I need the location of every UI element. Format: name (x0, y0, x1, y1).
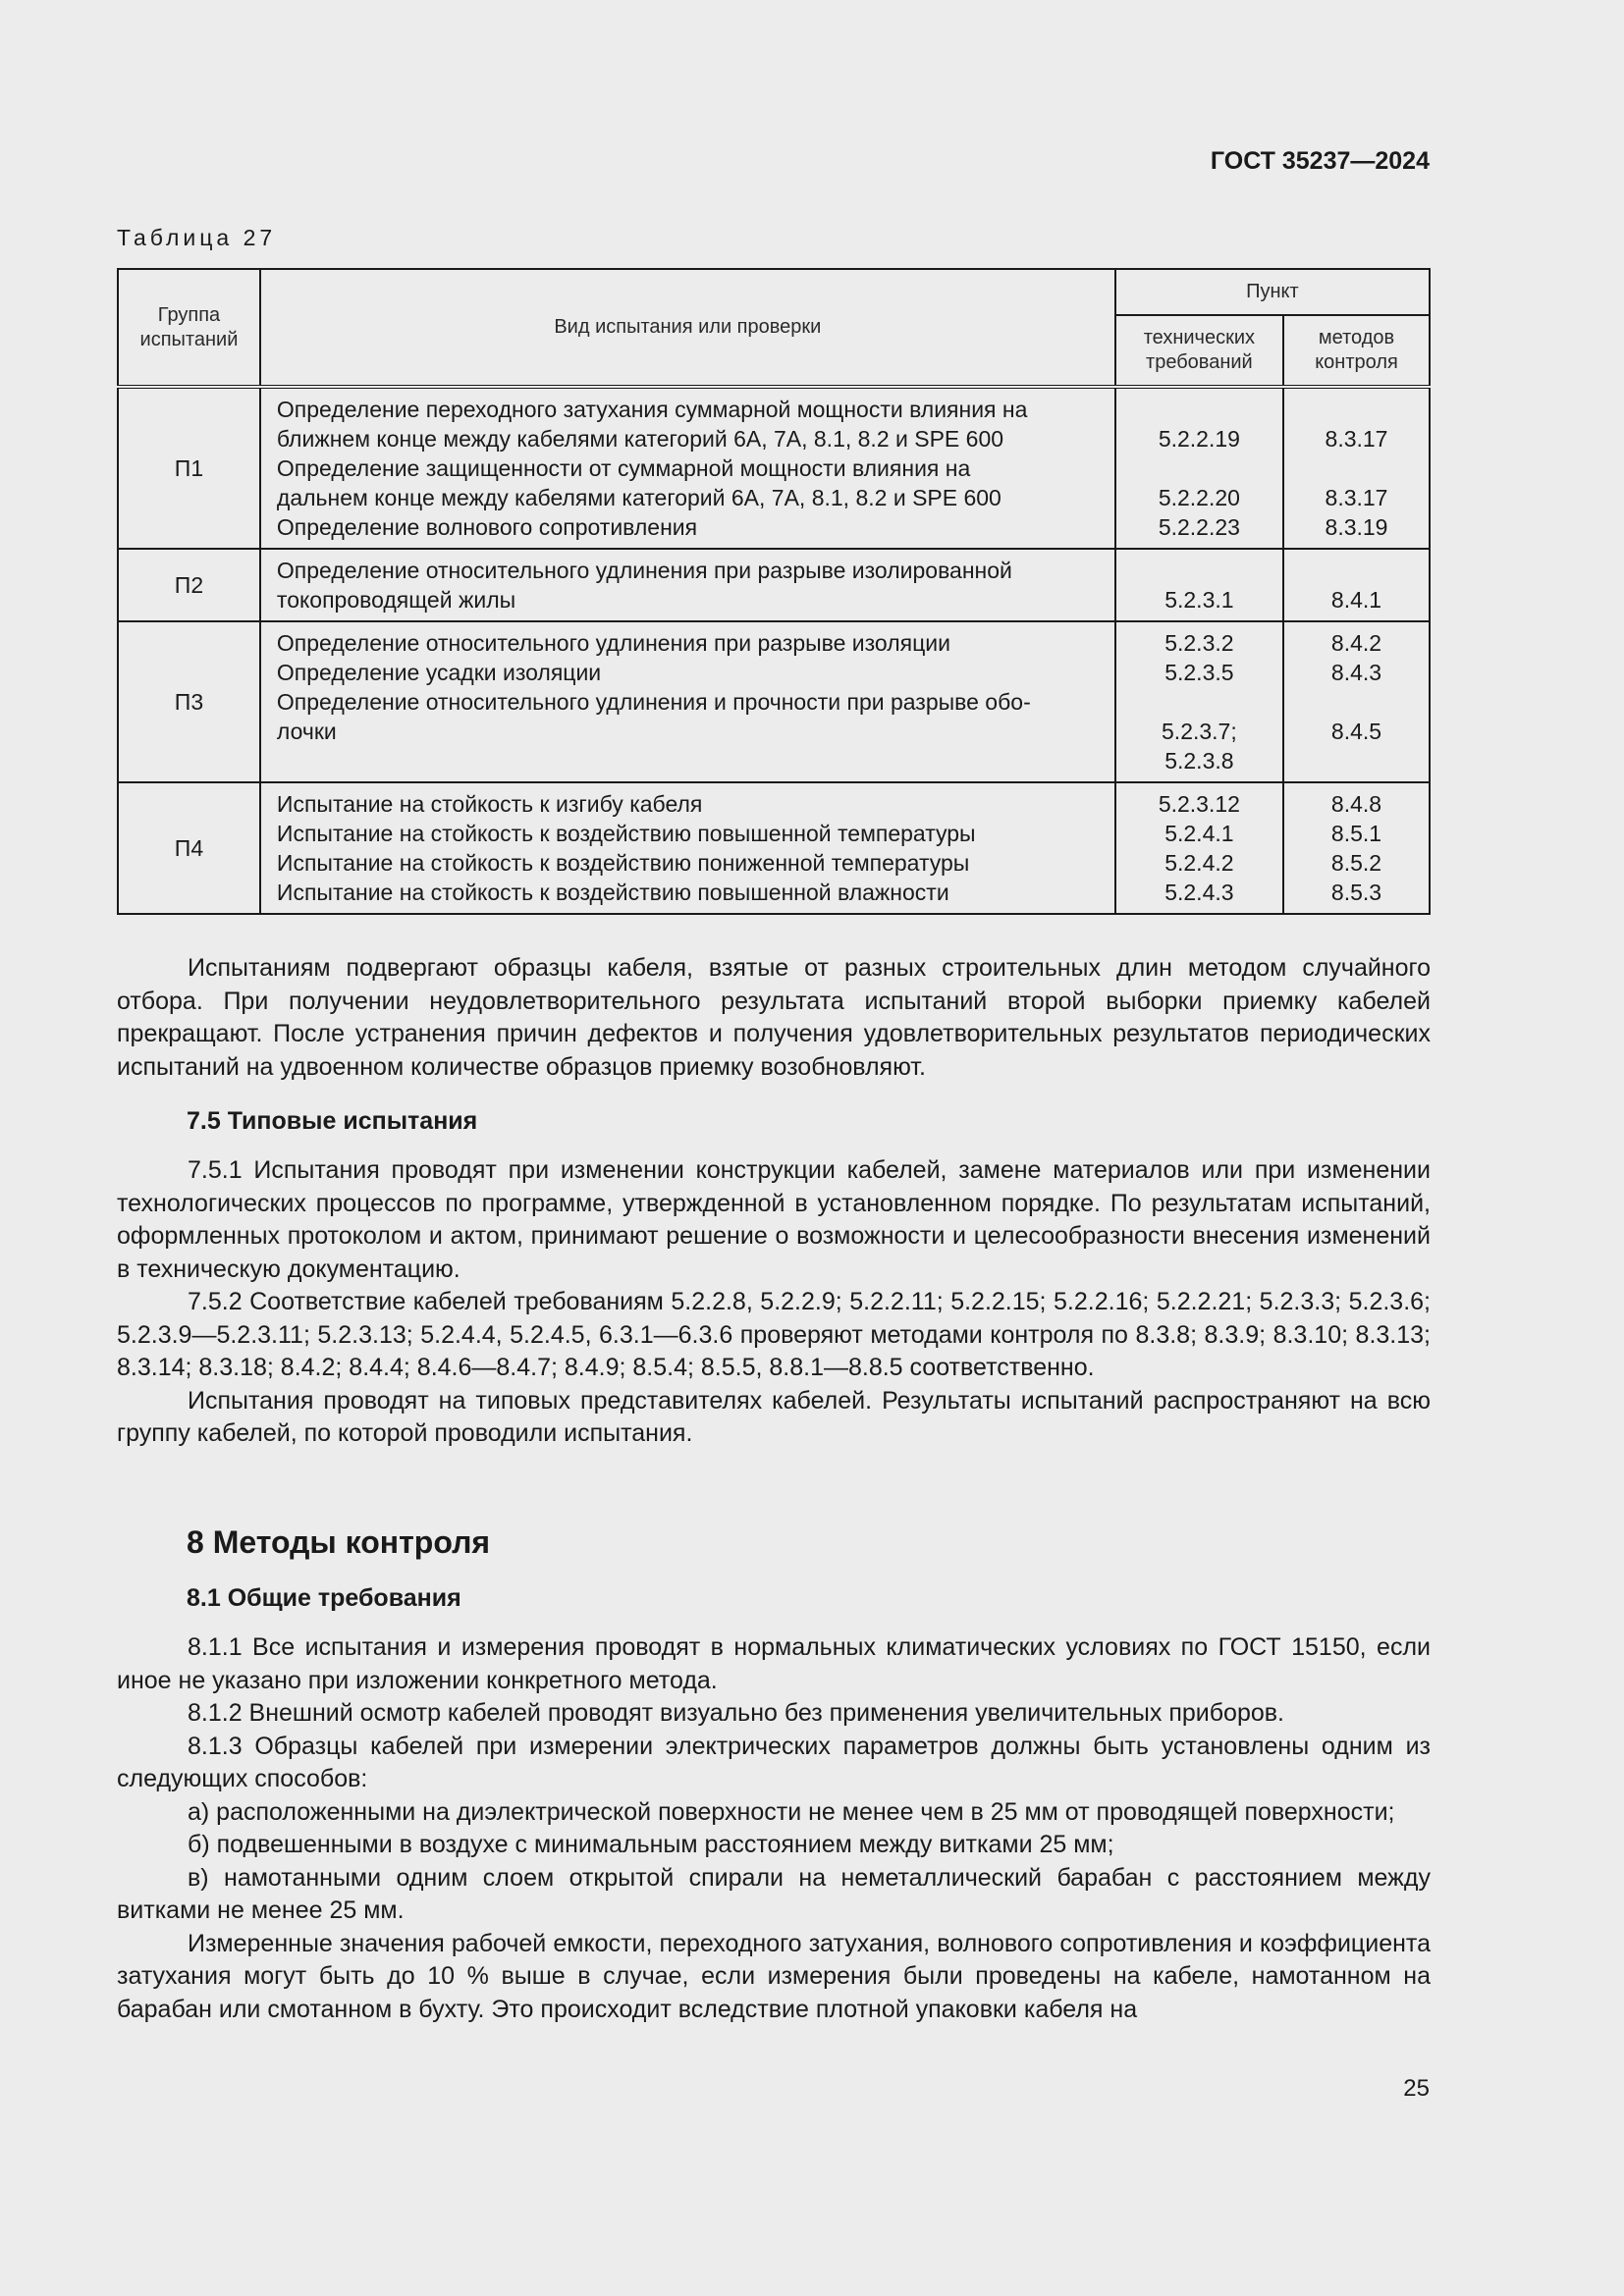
cell-line: Испытание на стойкость к воздействию повышенной влажности (276, 880, 949, 905)
section-7-5 (117, 1154, 1431, 1451)
header-test-type: Вид испытания или проверки (260, 269, 1115, 387)
tests-table (117, 268, 1431, 915)
cell-value (1117, 556, 1281, 585)
header-tech-requirements: технических требований (1115, 315, 1283, 387)
cell-tech-requirement (1115, 782, 1283, 914)
cell-value: 5.2.4.2 (1164, 850, 1234, 876)
cell-control-method (1283, 387, 1430, 549)
document-code: ГОСТ 35237—2024 (1210, 147, 1430, 175)
cell-value: 5.2.3.5 (1164, 660, 1234, 685)
cell-line: Определение усадки изоляции (276, 660, 602, 685)
cell-value (1285, 687, 1428, 717)
cell-value: 5.2.3.7; (1162, 719, 1237, 744)
cell-value: 8.3.17 (1325, 426, 1388, 452)
cell-group: П3 (118, 621, 260, 782)
cell-value: 5.2.2.23 (1158, 514, 1240, 540)
cell-value: 8.3.19 (1325, 514, 1388, 540)
cell-line: Определение относительного удлинения при разрыве изолированной (276, 558, 1012, 583)
cell-line: Определение волнового сопротивления (276, 514, 698, 540)
paragraph-measured-values: Измеренные значения рабочей емкости, переходного затухания, волнового сопротивления и коэффициента затухания могут быть до 10 % выше в случае, если измерения были проведены на кабеле, намотанном на барабан или смотанном в бухту. Это происходит вследствие плотной упаковки кабеля на (117, 1929, 1431, 2023)
cell-tech-requirement (1115, 621, 1283, 782)
list-item-v: в) намотанными одним слоем открытой спирали на неметаллический барабан с расстоянием между витками не менее 25 мм. (117, 1863, 1431, 1924)
cell-test-type (260, 621, 1115, 782)
cell-group: П4 (118, 782, 260, 914)
cell-value: 5.2.4.3 (1164, 880, 1234, 905)
table-row (118, 621, 1430, 782)
cell-value (1285, 746, 1428, 775)
cell-line: Определение защищенности от суммарной мощности влияния на (276, 455, 971, 481)
cell-value: 8.4.8 (1330, 791, 1382, 817)
cell-tech-requirement (1115, 549, 1283, 621)
header-control-methods: методов контроля (1283, 315, 1430, 387)
cell-group: П1 (118, 387, 260, 549)
list-item-a: а) расположенными на диэлектрической поверхности не менее чем в 25 мм от проводящей поверхности; (188, 1797, 1395, 1826)
paragraph-8-1-3: 8.1.3 Образцы кабелей при измерении электрических параметров должны быть установлены одним из следующих способов: (117, 1732, 1431, 1792)
table-row (118, 387, 1430, 549)
cell-test-type (260, 387, 1115, 549)
cell-value: 8.5.2 (1330, 850, 1382, 876)
cell-value: 5.2.2.20 (1158, 485, 1240, 510)
cell-group: П2 (118, 549, 260, 621)
cell-value (1285, 556, 1428, 585)
cell-test-type (260, 549, 1115, 621)
header-group: Группа испытаний (118, 269, 260, 387)
cell-line (277, 746, 1099, 775)
cell-value (1117, 395, 1281, 424)
page-number: 25 (1403, 2075, 1430, 2102)
header-clause: Пункт (1115, 269, 1430, 315)
cell-line: токопроводящей жилы (276, 587, 516, 613)
cell-value: 8.4.2 (1330, 630, 1382, 656)
paragraph-7-5-1: 7.5.1 Испытания проводят при изменении конструкции кабелей, замене материалов или при изменении технологических процессов по программе, утвержденной в установленном порядке. По результатам испытаний, оформленных протоколом и актом, принимают решение о возможности и целесообразности внесения изменений в техническую документацию. (117, 1156, 1431, 1283)
cell-line: Определение переходного затухания суммарной мощности влияния на (276, 397, 1028, 422)
cell-value: 8.5.1 (1330, 821, 1382, 846)
cell-value: 5.2.3.8 (1164, 748, 1234, 774)
table-row (118, 549, 1430, 621)
heading-8: 8 Методы контроля (187, 1524, 491, 1560)
paragraph-8-1-2: 8.1.2 Внешний осмотр кабелей проводят визуально без применения увеличительных приборов. (188, 1699, 1284, 1727)
list-item-b: б) подвешенными в воздухе с минимальным расстоянием между витками 25 мм; (188, 1831, 1114, 1858)
cell-value (1285, 395, 1428, 424)
cell-test-type (260, 782, 1115, 914)
paragraph-8-1-1: 8.1.1 Все испытания и измерения проводят в нормальных климатических условиях по ГОСТ 15150, если иное не указано при изложении конкретного метода. (117, 1633, 1431, 1694)
cell-line: Испытание на стойкость к воздействию повышенной температуры (276, 821, 976, 846)
cell-value: 8.4.5 (1330, 719, 1382, 744)
heading-8-1: 8.1 Общие требования (187, 1584, 461, 1612)
cell-value: 8.4.3 (1330, 660, 1382, 685)
cell-value: 8.4.1 (1330, 587, 1382, 613)
cell-line: Испытание на стойкость к воздействию пониженной температуры (276, 850, 970, 876)
cell-line: Испытание на стойкость к изгибу кабеля (276, 791, 703, 817)
table-header-row (118, 269, 1430, 315)
cell-line: Определение относительного удлинения и прочности при разрыве обо- (276, 689, 1031, 715)
cell-line: ближнем конце между кабелями категорий 6А, 7А, 8.1, 8.2 и SPE 600 (276, 426, 1004, 452)
table-title: Таблица 27 (117, 225, 277, 250)
cell-value (1285, 454, 1428, 483)
section-8-1 (117, 1631, 1431, 2026)
cell-value (1117, 687, 1281, 717)
heading-7-5: 7.5 Типовые испытания (187, 1107, 478, 1135)
cell-value: 5.2.3.1 (1164, 587, 1234, 613)
cell-value: 5.2.2.19 (1158, 426, 1240, 452)
paragraph-7-5-2: 7.5.2 Соответствие кабелей требованиям 5.2.2.8, 5.2.2.9; 5.2.2.11; 5.2.2.15; 5.2.2.16; 5.2.2.21; 5.2.3.3; 5.2.3.6; 5.2.3.9—5.2.3.11; 5.2.3.13; 5.2.4.4, 5.2.4.5, 6.3.1—6.3.6 проверяют методами контроля по 8.3.8; 8.3.9; 8.3.10; 8.3.13; 8.3.14; 8.3.18; 8.4.2; 8.4.4; 8.4.6—8.4.7; 8.4.9; 8.5.4; 8.5.5, 8.8.1—8.8.5 соответственно. (117, 1288, 1431, 1381)
cell-control-method (1283, 782, 1430, 914)
section-7-4-tail (117, 952, 1431, 1084)
cell-line: Определение относительного удлинения при разрыве изоляции (276, 630, 950, 656)
cell-control-method (1283, 621, 1430, 782)
table-row (118, 782, 1430, 914)
table-body (118, 387, 1430, 914)
cell-line: лочки (276, 719, 337, 744)
paragraph: Испытаниям подвергают образцы кабеля, взятые от разных строительных длин методом случайного отбора. При получении неудовлетворительного результата испытаний второй выборки приемку кабелей прекращают. После устранения причин дефектов и получения удовлетворительных результатов периодических испытаний на удвоенном количестве образцов приемку возобновляют. (117, 954, 1431, 1081)
cell-value: 5.2.3.12 (1158, 791, 1240, 817)
cell-value: 5.2.4.1 (1164, 821, 1234, 846)
cell-control-method (1283, 549, 1430, 621)
cell-value: 8.5.3 (1330, 880, 1382, 905)
paragraph-7-5-3: Испытания проводят на типовых представителях кабелей. Результаты испытаний распространяют на всю группу кабелей, по которой проводили испытания. (117, 1386, 1431, 1447)
cell-tech-requirement (1115, 387, 1283, 549)
cell-line: дальнем конце между кабелями категорий 6А, 7А, 8.1, 8.2 и SPE 600 (276, 485, 1001, 510)
cell-value: 8.3.17 (1325, 485, 1388, 510)
cell-value (1117, 454, 1281, 483)
cell-value: 5.2.3.2 (1164, 630, 1234, 656)
